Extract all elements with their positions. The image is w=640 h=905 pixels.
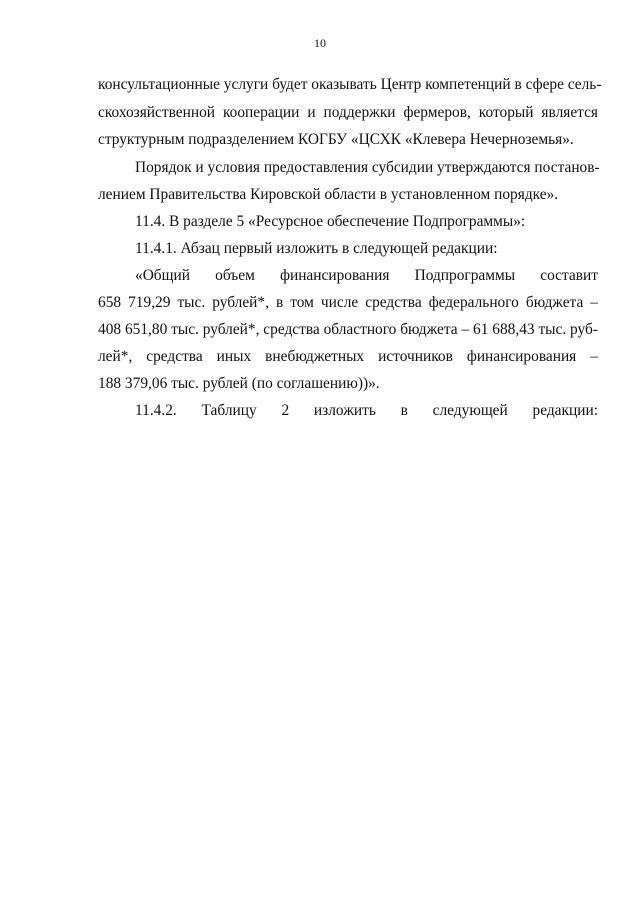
word-8-2: объем	[215, 267, 255, 284]
word-11-7: –	[590, 348, 598, 365]
text-line-4-content: Порядок и условия предоставления субсидии утверждаются постанов-	[135, 159, 600, 176]
text-line-1-content: консультационные услуги будет оказывать Центр компетенций в сфере сель-	[98, 76, 602, 93]
text-line-12	[98, 374, 380, 394]
text-line-7	[135, 239, 497, 259]
text-line-9	[98, 293, 598, 313]
text-line-6-content: 11.4. В разделе 5 «Ресурсное обеспечение Подпрограммы»:	[135, 213, 526, 230]
word-8-3: финансирования	[279, 267, 390, 284]
text-line-6	[135, 212, 525, 232]
word-13-2: Таблицу	[201, 402, 257, 419]
text-line-10-content: 408 651,80 тыс. рублей*, средства областного бюджета – 61 688,43 тыс. руб-	[98, 321, 598, 338]
word-8-4: Подпрограммы	[414, 267, 516, 284]
word-13-6: следующей	[432, 402, 508, 419]
text-line-12-content: 188 379,06 тыс. рублей (по соглашению))».	[98, 375, 380, 392]
text-line-10	[98, 320, 598, 340]
word-8-1: «Общий	[135, 267, 190, 284]
text-line-5	[98, 185, 558, 205]
word-11-4: внебюджетных	[265, 348, 365, 365]
word-8-5: составит	[540, 267, 598, 284]
text-line-3	[98, 130, 574, 150]
text-line-5-content: лением Правительства Кировской области в установленном порядке».	[98, 186, 559, 203]
page-number: 10	[314, 36, 326, 50]
text-line-2-content: скохозяйственной кооперации и поддержки фермеров, который является	[98, 104, 598, 121]
text-line-2	[98, 103, 598, 123]
text-line-7-content: 11.4.1. Абзац первый изложить в следующей редакции:	[135, 240, 498, 257]
text-line-8	[135, 266, 598, 286]
word-11-1: лей*,	[98, 348, 133, 365]
text-line-1	[98, 75, 602, 95]
text-line-9-content: 658 719,29 тыс. рублей*, в том числе средства федерального бюджета –	[98, 294, 598, 311]
word-11-5: источников	[378, 348, 453, 365]
word-13-7: редакции:	[532, 402, 598, 419]
text-line-11	[98, 347, 598, 367]
text-line-3-content: структурным подразделением КОГБУ «ЦСХК «Клевера Нечерноземья».	[98, 131, 574, 148]
word-11-2: средства	[146, 348, 203, 365]
word-11-6: финансирования	[466, 348, 577, 365]
word-13-1: 11.4.2.	[135, 402, 177, 419]
word-11-3: иных	[216, 348, 252, 365]
word-13-4: изложить	[313, 402, 376, 419]
word-13-5: в	[400, 402, 408, 419]
text-line-4	[135, 158, 598, 178]
text-line-13	[135, 401, 598, 421]
word-13-3: 2	[281, 402, 290, 419]
